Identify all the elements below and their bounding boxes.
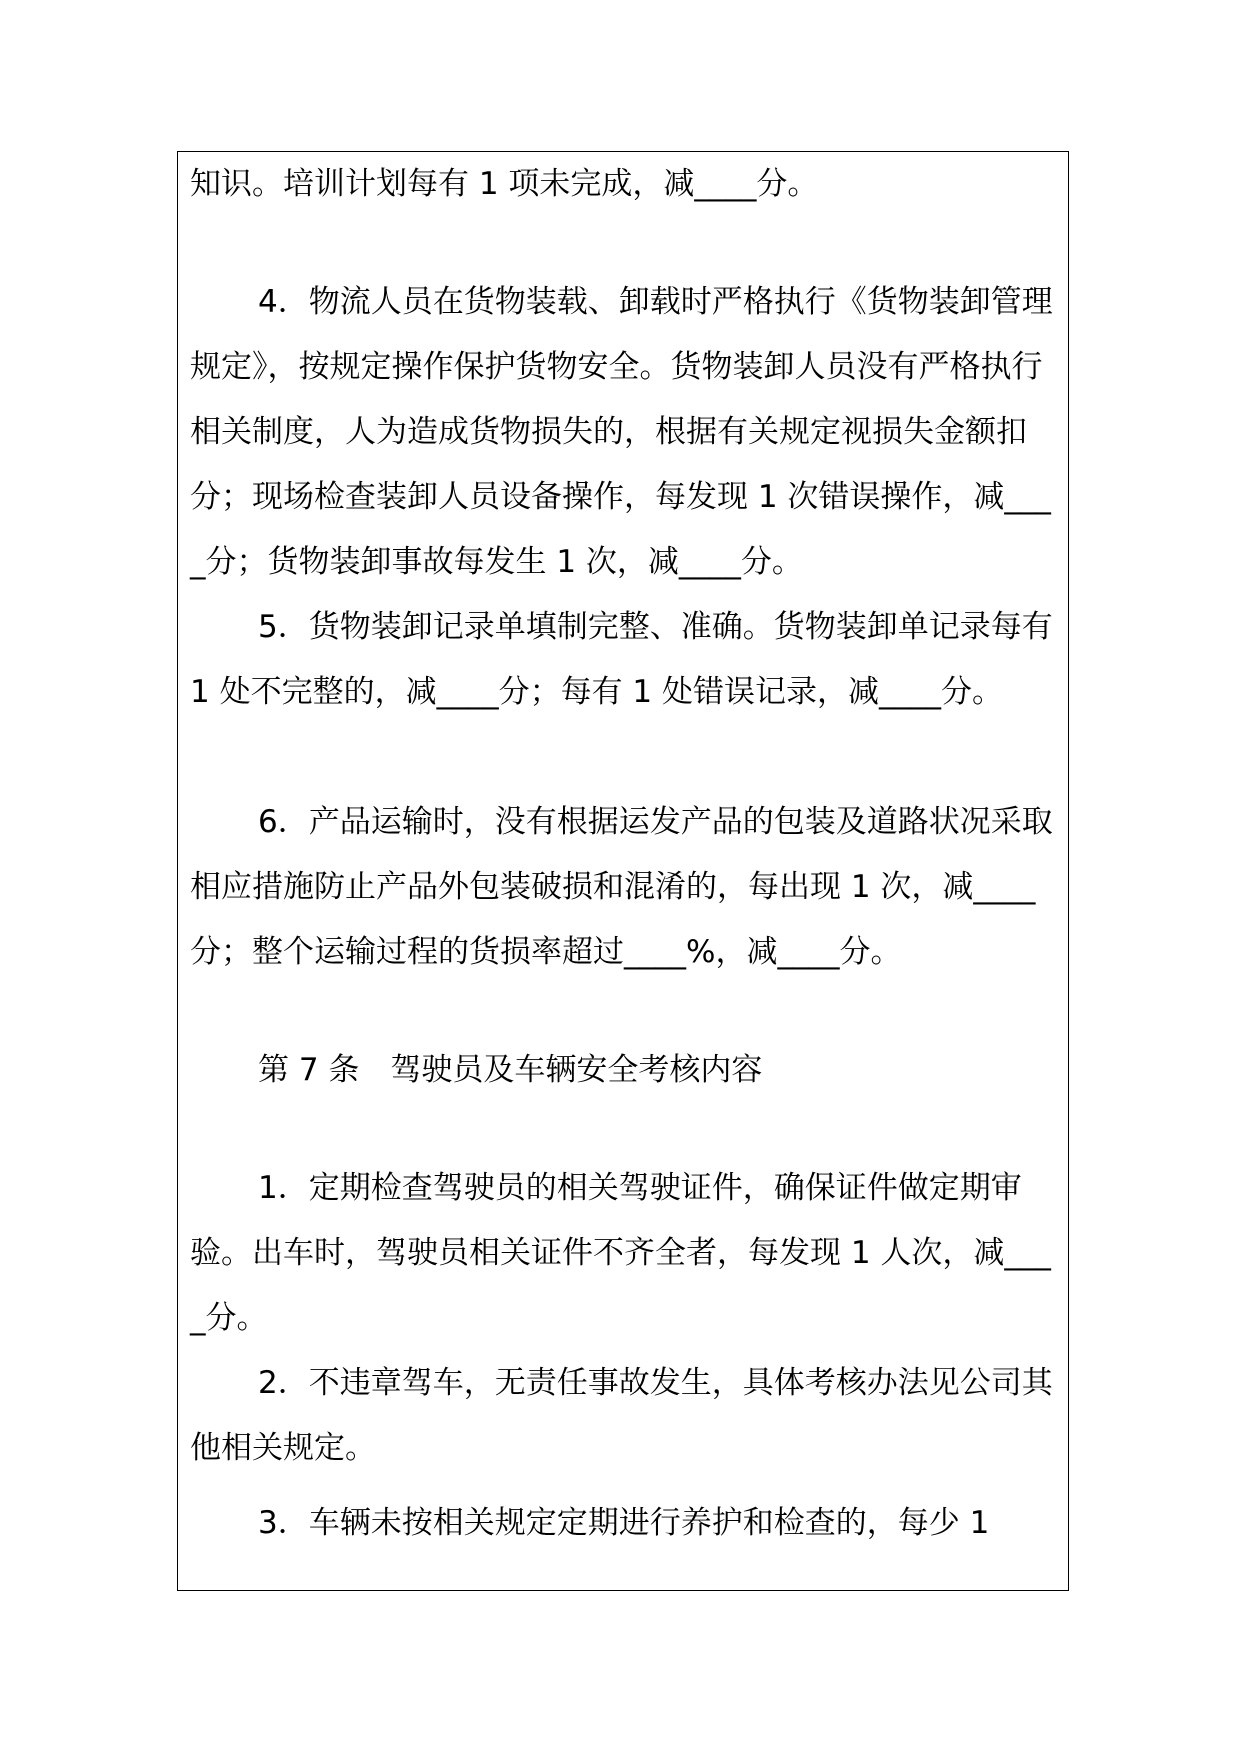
paragraph-item-4-loading-rules: 4．物流人员在货物装载、卸载时严格执行《货物装卸管理规定》，按规定操作保护货物安全。货物装卸人员没有严格执行相关制度，人为造成货物损失的，根据有关规定视损失金额扣分；现场检查装卸人员设备操作，每发现 1 次错误操作，减____分；货物装卸事故每发生 1 次，减____分。 xyxy=(190,284,1053,580)
paragraph-item-6-transport: 6．产品运输时，没有根据运发产品的包装及道路状况采取相应措施防止产品外包装破损和混淆的，每出现 1 次，减____分；整个运输过程的货损率超过____%，减____分。 xyxy=(190,804,1053,970)
document-frame xyxy=(177,151,1069,1591)
paragraph-item-3-vehicle-maintenance: 3．车辆未按相关规定定期进行养护和检查的，每少 1 xyxy=(258,1505,990,1541)
paragraph-training-continuation: 知识。培训计划每有 1 项未完成，减____分。 xyxy=(190,166,819,202)
paragraph-item-5-records: 5．货物装卸记录单填制完整、准确。货物装卸单记录每有 1 处不完整的，减____分；每有 1 处错误记录，减____分。 xyxy=(190,609,1053,710)
paragraph-item-2-no-violation: 2．不违章驾车，无责任事故发生，具体考核办法见公司其他相关规定。 xyxy=(190,1365,1053,1466)
section-heading-article-7: 第 7 条 驾驶员及车辆安全考核内容 xyxy=(258,1052,763,1088)
paragraph-item-1-driver-license: 1．定期检查驾驶员的相关驾驶证件，确保证件做定期审验。出车时，驾驶员相关证件不齐全者，每发现 1 人次，减____分。 xyxy=(190,1170,1051,1336)
